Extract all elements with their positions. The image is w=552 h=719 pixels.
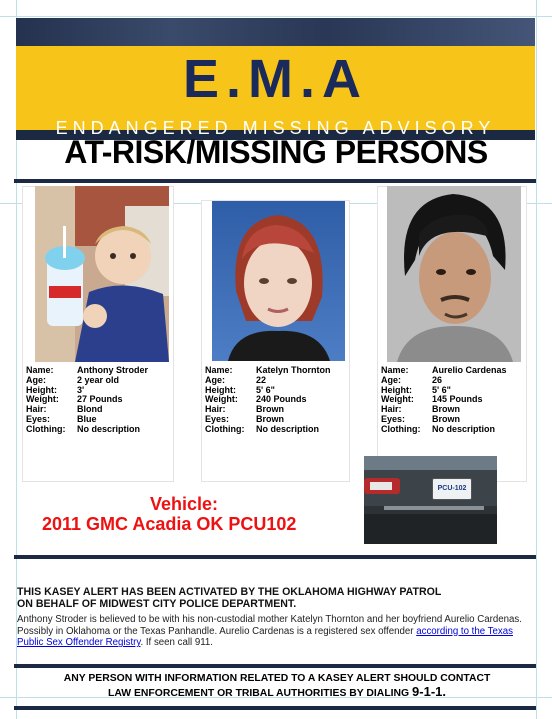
banner-subtitle: ENDANGERED MISSING ADVISORY bbox=[55, 118, 496, 138]
layout-guide bbox=[0, 16, 552, 17]
label-age: Age: bbox=[26, 374, 46, 385]
value-hair: Brown bbox=[432, 404, 460, 415]
value-height: 5' 6" bbox=[432, 384, 451, 395]
divider bbox=[14, 179, 536, 183]
page-title: AT-RISK/MISSING PERSONS bbox=[64, 134, 488, 170]
photo-anthony-stroder bbox=[35, 186, 169, 362]
case-description bbox=[17, 614, 539, 649]
person-info-katelyn bbox=[205, 366, 331, 435]
label-clothing: Clothing: bbox=[205, 423, 245, 434]
divider bbox=[14, 706, 536, 710]
value-eyes: Blue bbox=[77, 413, 97, 424]
value-clothing: No description bbox=[77, 423, 141, 434]
label-hair: Hair: bbox=[26, 404, 47, 415]
label-eyes: Eyes: bbox=[26, 413, 51, 424]
value-height: 3' bbox=[77, 384, 85, 395]
photo-aurelio-cardenas bbox=[387, 186, 521, 362]
label-weight: Weight: bbox=[205, 394, 238, 405]
footer-line-1: ANY PERSON WITH INFORMATION RELATED TO A KASEY ALERT SHOULD CONTACT bbox=[63, 673, 491, 684]
value-weight: 240 Pounds bbox=[256, 394, 307, 405]
label-weight: Weight: bbox=[381, 394, 414, 405]
label-clothing: Clothing: bbox=[26, 423, 66, 434]
ema-banner bbox=[16, 18, 535, 140]
alert-line-1: THIS KASEY ALERT HAS BEEN ACTIVATED BY THE OKLAHOMA HIGHWAY PATROL bbox=[17, 586, 442, 598]
value-height: 5' 6" bbox=[256, 384, 275, 395]
value-name: Anthony Stroder bbox=[77, 365, 148, 375]
label-weight: Weight: bbox=[26, 394, 59, 405]
photo-katelyn-thornton bbox=[212, 201, 345, 361]
emergency-number: 9-1-1. bbox=[412, 684, 446, 699]
label-clothing: Clothing: bbox=[381, 423, 421, 434]
label-eyes: Eyes: bbox=[205, 413, 230, 424]
alert-statement bbox=[17, 586, 537, 611]
sex-offender-registry-link[interactable]: according to the Texas Public Sex Offender Registry bbox=[17, 625, 513, 649]
value-hair: Brown bbox=[256, 404, 284, 415]
vehicle-label: Vehicle: bbox=[150, 494, 219, 514]
contact-notice bbox=[17, 672, 537, 700]
label-hair: Hair: bbox=[205, 404, 226, 415]
vehicle-description: 2011 GMC Acadia OK PCU102 bbox=[42, 514, 297, 534]
value-eyes: Brown bbox=[432, 413, 460, 424]
value-weight: 27 Pounds bbox=[77, 394, 123, 405]
label-height: Height: bbox=[205, 384, 236, 395]
label-age: Age: bbox=[381, 374, 401, 385]
value-hair: Blond bbox=[77, 404, 103, 415]
banner-title: E.M.A bbox=[182, 49, 368, 109]
person-info-anthony bbox=[26, 366, 148, 435]
label-hair: Hair: bbox=[381, 404, 402, 415]
layout-guide bbox=[536, 0, 537, 719]
label-height: Height: bbox=[26, 384, 57, 395]
value-age: 22 bbox=[256, 374, 267, 385]
vehicle-photo bbox=[364, 456, 497, 544]
divider bbox=[14, 555, 536, 559]
value-eyes: Brown bbox=[256, 413, 284, 424]
label-name: Name: bbox=[381, 365, 409, 375]
license-plate: PCU-102 bbox=[432, 478, 472, 500]
value-age: 2 year old bbox=[77, 374, 120, 385]
value-name: Katelyn Thornton bbox=[256, 365, 331, 375]
value-weight: 145 Pounds bbox=[432, 394, 483, 405]
value-age: 26 bbox=[432, 374, 443, 385]
value-clothing: No description bbox=[432, 423, 496, 434]
description-text: Anthony Stroder is believed to be with his non-custodial mother Katelyn Thornton and her boyfriend Aurelio Cardenas. Possibly in Oklahoma or the Texas Panhandle. Aurelio Cardenas is a registered sex offender bbox=[17, 614, 522, 637]
banner-background bbox=[16, 18, 535, 46]
alert-line-2: ON BEHALF OF MIDWEST CITY POLICE DEPARTMENT. bbox=[17, 598, 297, 611]
divider bbox=[14, 664, 536, 668]
person-info-aurelio bbox=[381, 366, 507, 435]
label-eyes: Eyes: bbox=[381, 413, 406, 424]
value-name: Aurelio Cardenas bbox=[432, 365, 507, 375]
footer-line-2: LAW ENFORCEMENT OR TRIBAL AUTHORITIES BY DIALING bbox=[108, 688, 413, 699]
description-text-end: . If seen call 911. bbox=[140, 637, 214, 649]
label-height: Height: bbox=[381, 384, 412, 395]
value-clothing: No description bbox=[256, 423, 320, 434]
label-name: Name: bbox=[26, 365, 54, 375]
label-age: Age: bbox=[205, 374, 225, 385]
label-name: Name: bbox=[205, 365, 233, 375]
